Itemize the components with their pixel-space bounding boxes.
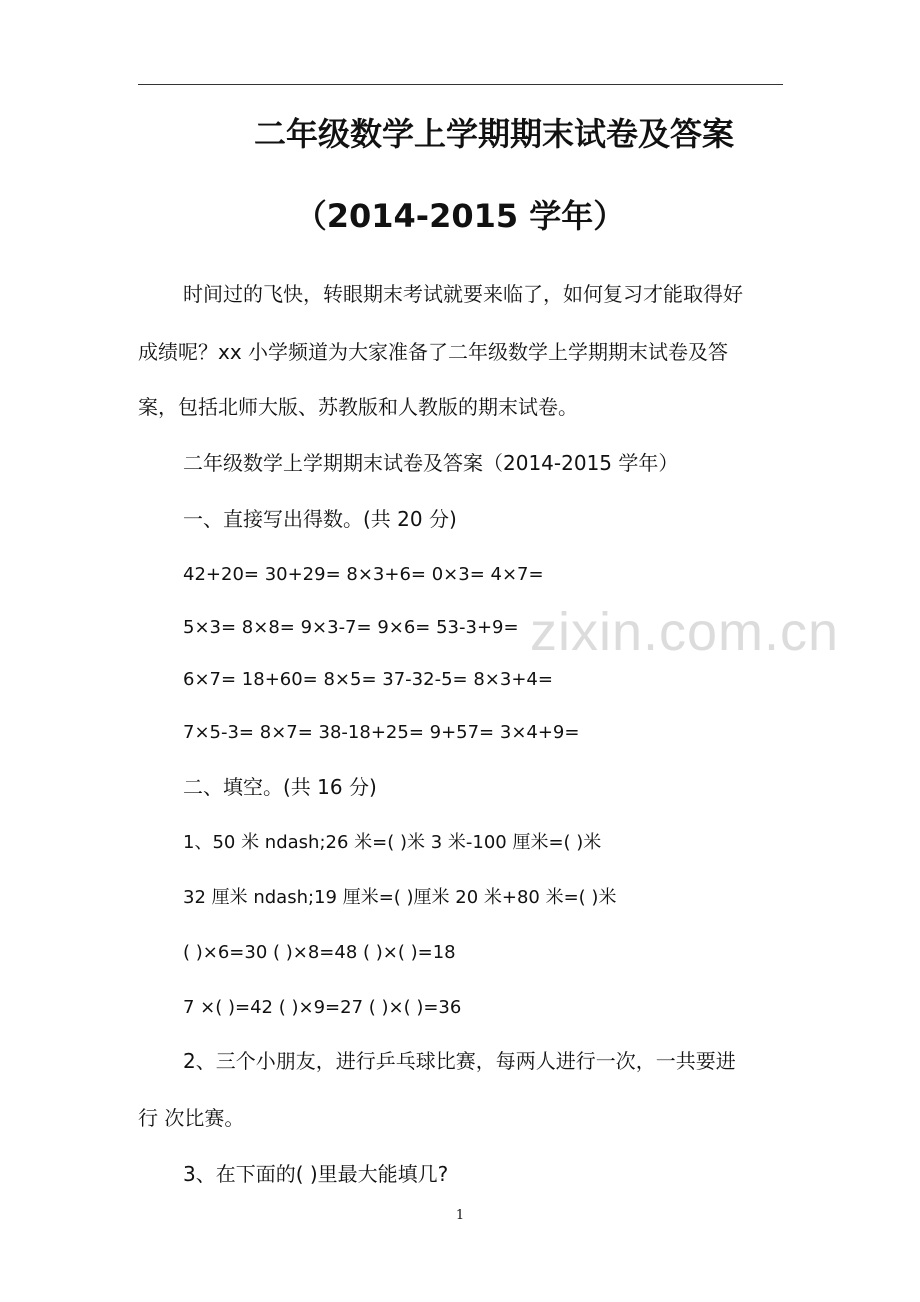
section2-q1-row-3: ( )×6=30 ( )×8=48 ( )×( )=18 (183, 942, 456, 963)
intro-line-2: 成绩呢？xx 小学频道为大家准备了二年级数学上学期期末试卷及答 (138, 340, 729, 364)
section1-heading: 一、直接写出得数。(共 20 分) (183, 507, 457, 531)
document-title-year: （2014-2015 学年） (294, 197, 626, 235)
section1-row-3: 6×7= 18+60= 8×5= 37-32-5= 8×3+4= (183, 669, 553, 690)
subtitle: 二年级数学上学期期末试卷及答案（2014-2015 学年） (183, 451, 679, 475)
section2-q1-row-2: 32 厘米 ndash;19 厘米=( )厘米 20 米+80 米=( )米 (183, 887, 617, 908)
document-title: 二年级数学上学期期末试卷及答案 (253, 115, 734, 153)
page-number: 1 (455, 1208, 465, 1223)
section2-q1-row-1: 1、50 米 ndash;26 米=( )米 3 米-100 厘米=( )米 (183, 832, 602, 853)
section2-q1-row-4: 7 ×( )=42 ( )×9=27 ( )×( )=36 (183, 997, 462, 1018)
section2-heading: 二、填空。(共 16 分) (183, 775, 377, 799)
watermark: zixin.com.cn (530, 602, 840, 662)
section2-q2-line-1: 2、三个小朋友，进行乒乓球比赛，每两人进行一次，一共要进 (183, 1049, 736, 1073)
section1-row-2: 5×3= 8×8= 9×3-7= 9×6= 53-3+9= (183, 617, 519, 638)
section1-row-4: 7×5-3= 8×7= 38-18+25= 9+57= 3×4+9= (183, 722, 580, 743)
section2-q2-line-2: 行 次比赛。 (138, 1106, 245, 1130)
intro-line-3: 案，包括北师大版、苏教版和人教版的期末试卷。 (138, 395, 578, 419)
section2-q3: 3、在下面的( )里最大能填几? (183, 1162, 449, 1186)
section1-row-1: 42+20= 30+29= 8×3+6= 0×3= 4×7= (183, 564, 544, 585)
intro-line-1: 时间过的飞快，转眼期末考试就要来临了，如何复习才能取得好 (183, 282, 743, 306)
header-rule (138, 84, 783, 85)
